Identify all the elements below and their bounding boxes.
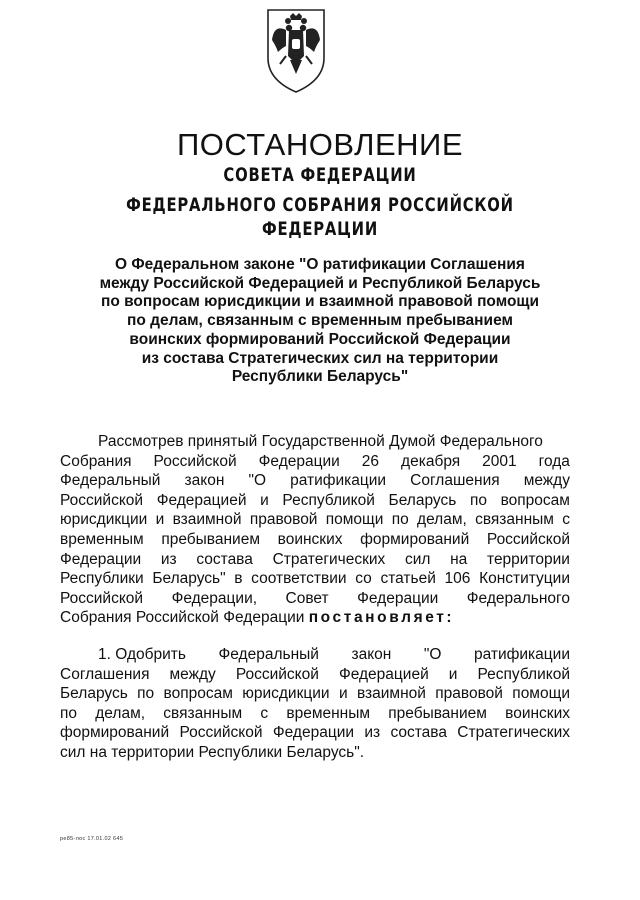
body-line: сил на территории Республики Беларусь". — [60, 743, 365, 761]
word: "О — [248, 472, 267, 490]
word: по — [391, 511, 409, 529]
word: закон — [351, 645, 392, 663]
subject-line: по вопросам юрисдикции и взаимной правовой помощи — [100, 293, 540, 311]
word: соответствии — [251, 570, 347, 588]
paragraph-item-1 — [60, 645, 570, 763]
word: ратификации — [473, 645, 570, 663]
word: ратификации — [290, 472, 387, 490]
word: пребыванием — [161, 530, 260, 548]
word: юрисдикции — [242, 685, 330, 703]
russian-coat-of-arms-icon — [264, 6, 328, 94]
issuer-line-2: ФЕДЕРАЛЬНОГО СОБРАНИЯ РОССИЙСКОЙ ФЕДЕРАЦИИ — [126, 194, 514, 240]
word: Российской — [486, 530, 570, 548]
word: и — [260, 491, 269, 509]
word: года — [538, 452, 570, 470]
word: временным — [60, 530, 144, 548]
body-line — [60, 704, 570, 724]
word: воинских — [277, 530, 343, 548]
word: делам, — [417, 511, 467, 529]
word: временным — [286, 704, 371, 722]
subject-line: по делам, связанным с временным пребыванием — [127, 312, 513, 330]
word: территории — [487, 550, 570, 568]
body-line: Рассмотрев принятый Государственной Думой Федерального — [98, 433, 543, 450]
subject-line: Республики Беларусь" — [231, 368, 409, 386]
body-line — [60, 684, 570, 704]
body-line — [60, 569, 570, 589]
word: взаимной — [172, 511, 242, 529]
word: Федерального — [466, 589, 570, 607]
word: и — [448, 665, 458, 683]
word: Российской — [60, 491, 144, 509]
word: воинских — [505, 704, 570, 722]
word: по — [469, 491, 487, 509]
word: состава — [390, 724, 447, 742]
word: взаимной — [356, 685, 426, 703]
word: правовой — [249, 511, 318, 529]
subject-line: О Федеральном законе "О ратификации Соглашения — [115, 256, 525, 273]
word: между — [523, 472, 570, 490]
word: вопросам — [500, 491, 570, 509]
document-type-title: ПОСТАНОВЛЕНИЕ — [176, 127, 464, 162]
body-line — [60, 645, 570, 665]
word: 106 — [444, 570, 471, 588]
body-line — [60, 723, 570, 743]
word: Собрания — [60, 452, 132, 470]
word: 2001 — [482, 452, 517, 470]
word: и — [338, 685, 348, 703]
word: из — [160, 550, 177, 568]
word: Федеральный — [60, 472, 161, 490]
word: Российской — [235, 665, 319, 683]
body-line — [60, 491, 570, 511]
body-line — [60, 550, 570, 570]
word: вопросам — [163, 685, 233, 703]
word: формирований — [360, 530, 470, 548]
word: Стратегических — [272, 550, 386, 568]
word: Беларусь" — [152, 570, 226, 588]
paragraph-preamble — [60, 432, 570, 628]
word: правовой — [435, 685, 503, 703]
word: с — [260, 704, 269, 722]
word: закон — [184, 472, 225, 490]
word: состава — [196, 550, 253, 568]
word: Беларусь — [60, 685, 128, 703]
word: делам, — [95, 704, 146, 722]
body-line — [60, 452, 570, 472]
body-line — [60, 471, 570, 491]
word: помощи — [325, 511, 384, 529]
word: Федерации — [258, 452, 340, 470]
word: в — [234, 570, 243, 588]
word: на — [450, 550, 468, 568]
body-line — [60, 608, 570, 628]
word: Республикой — [282, 491, 375, 509]
subject-line: между Российской Федерацией и Республикой Беларусь — [99, 274, 541, 292]
word: Федерации — [272, 724, 355, 742]
word: Российской — [153, 452, 237, 470]
word: "О — [423, 645, 442, 663]
resolution-verb: постановляет: — [308, 609, 455, 627]
word: сил — [404, 550, 431, 568]
word: помощи — [512, 685, 570, 703]
word: Российской — [60, 589, 144, 607]
word: 1. Одобрить — [98, 645, 186, 663]
word: связанным — [475, 511, 554, 529]
word: по — [60, 704, 78, 722]
word: юрисдикции — [60, 511, 148, 529]
word: Федерации — [357, 589, 439, 607]
word: Республикой — [477, 665, 570, 683]
body-line — [60, 589, 570, 609]
word: Соглашения — [60, 665, 150, 683]
word: Республики — [60, 570, 144, 588]
word: и — [155, 511, 165, 529]
body-line-text: Собрания Российской Федерации — [60, 609, 309, 627]
word: Федерацией — [338, 665, 429, 683]
word: со — [355, 570, 372, 588]
word: Конституции — [479, 570, 570, 588]
word: Федерации — [60, 550, 142, 568]
word: Федеральный — [218, 645, 319, 663]
subject-line: воинских формирований Российской Федерации — [129, 330, 511, 348]
word: формирований — [60, 724, 170, 742]
word: Российской — [179, 724, 263, 742]
word: Федерацией — [156, 491, 247, 509]
word: с — [562, 511, 570, 529]
body-line — [60, 530, 570, 550]
subject-line: из состава Стратегических сил на территории — [141, 349, 499, 367]
word: Стратегических — [457, 724, 570, 742]
word: Федерации, — [171, 589, 258, 607]
word: Совет — [285, 589, 329, 607]
document-subject — [60, 256, 580, 387]
word: пребыванием — [388, 704, 487, 722]
body-line — [60, 510, 570, 530]
document-body — [60, 432, 570, 763]
body-line — [60, 665, 570, 685]
word: декабря — [401, 452, 461, 470]
word: из — [364, 724, 381, 742]
word: по — [137, 685, 155, 703]
word: Соглашения — [410, 472, 500, 490]
word: между — [169, 665, 216, 683]
word: 26 — [361, 452, 380, 470]
word: статьей — [380, 570, 436, 588]
word: Беларусь — [388, 491, 457, 509]
word: связанным — [163, 704, 243, 722]
footer-document-code: ре85-лос 17.01.02 645 — [60, 836, 124, 842]
issuer-line-1: СОВЕТА ФЕДЕРАЦИИ — [223, 164, 417, 186]
